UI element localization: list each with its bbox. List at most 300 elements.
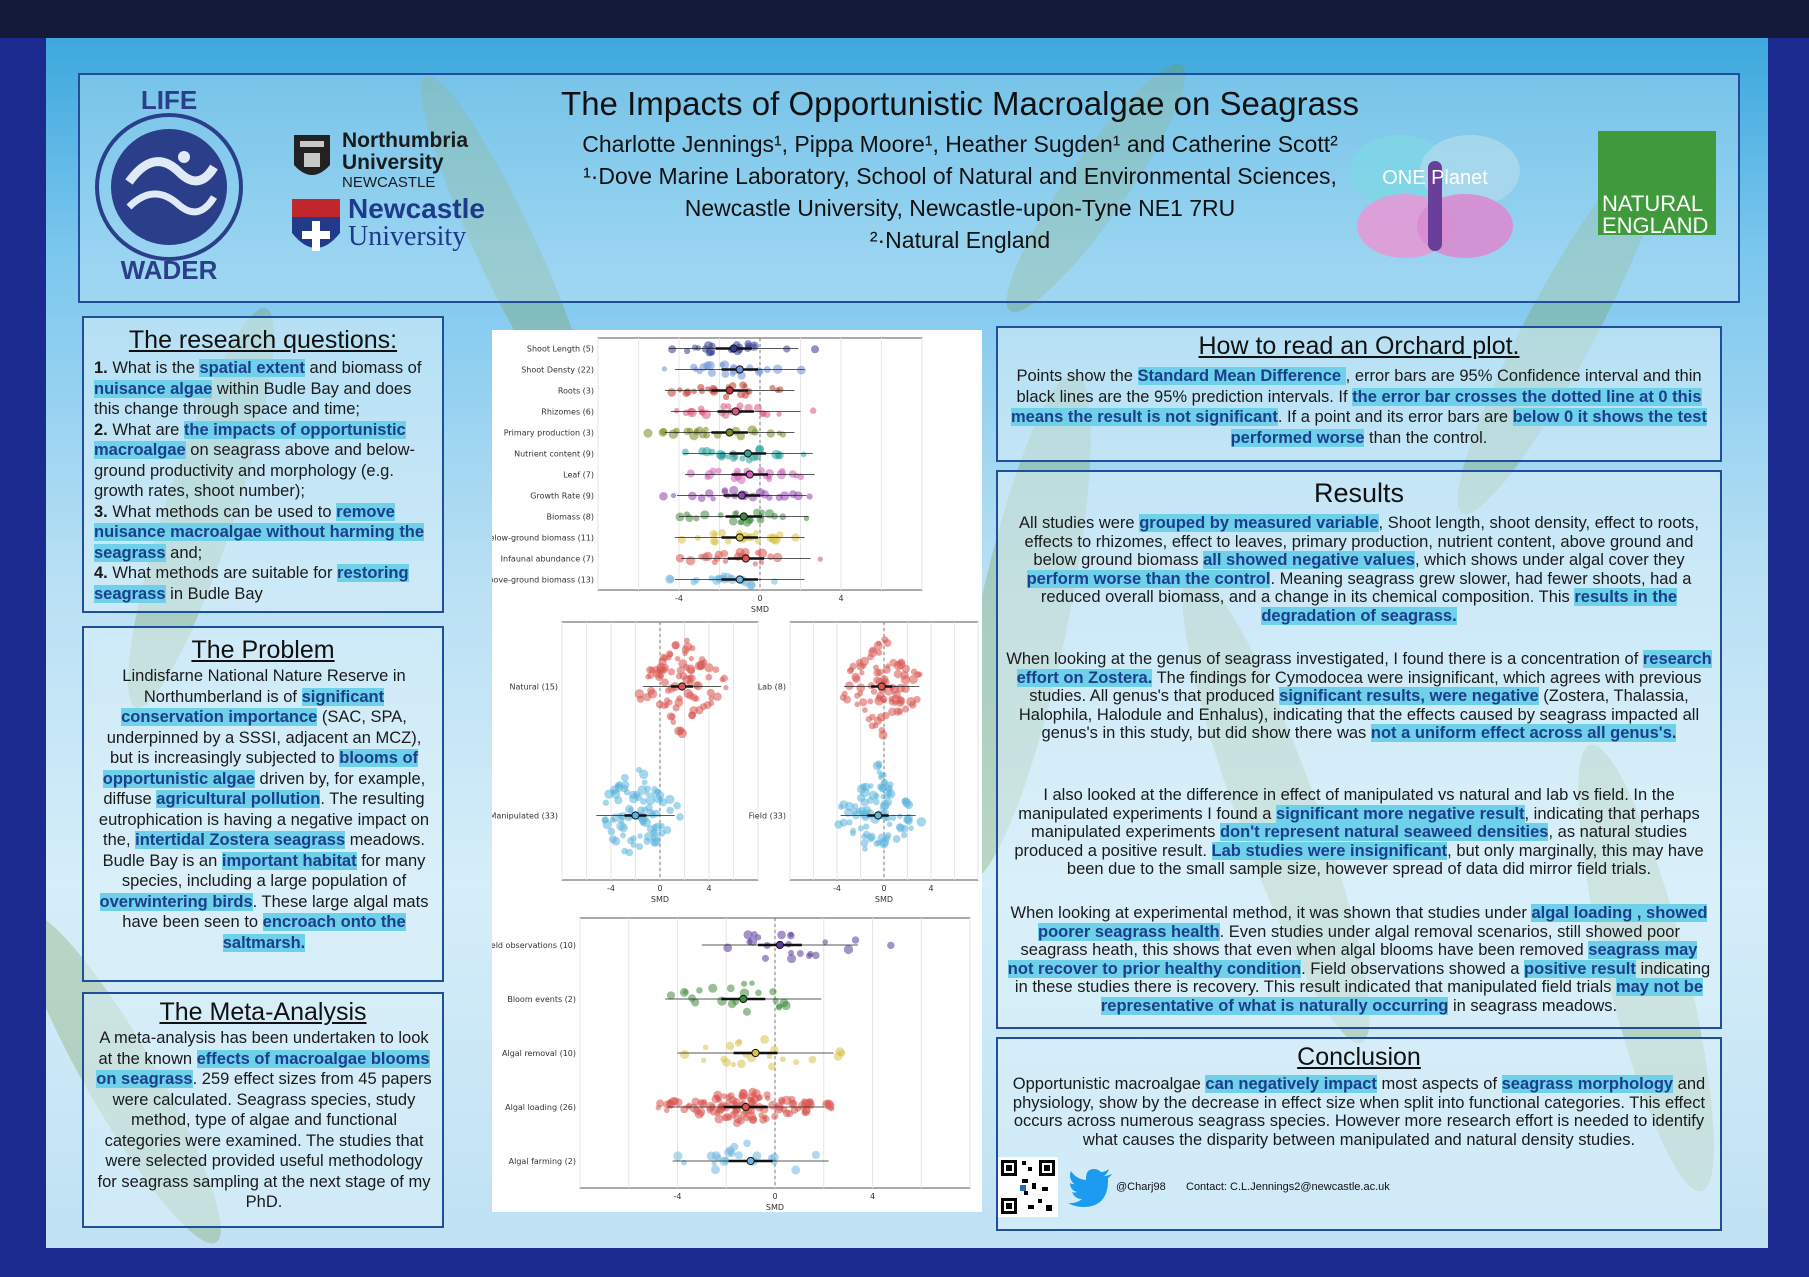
problem-text-span: meadows. Budle Bay is an bbox=[102, 831, 425, 870]
problem-text-span: Lindisfarne National Nature Reserve in Northumberland is of bbox=[122, 667, 406, 706]
natural-england-text-2: ENGLAND bbox=[1602, 213, 1709, 238]
data-point bbox=[812, 952, 819, 959]
data-point bbox=[693, 1107, 701, 1115]
data-point bbox=[718, 512, 724, 518]
data-point bbox=[789, 470, 797, 478]
data-point bbox=[715, 551, 723, 559]
wader-text: WADER bbox=[120, 255, 218, 285]
one-planet-text: ONE Planet bbox=[1382, 167, 1488, 189]
data-point bbox=[720, 360, 729, 369]
meta-analysis-panel bbox=[82, 992, 444, 1228]
data-point bbox=[887, 821, 893, 827]
data-point bbox=[806, 953, 812, 959]
meta-analysis-text bbox=[94, 1028, 434, 1213]
howto-text-span: Points show the bbox=[1016, 367, 1138, 385]
data-point bbox=[850, 828, 856, 834]
data-point bbox=[718, 529, 726, 537]
data-point bbox=[678, 536, 686, 544]
data-point bbox=[674, 727, 683, 736]
data-point bbox=[885, 832, 892, 839]
data-point bbox=[703, 427, 709, 433]
q1-text: and biomass of bbox=[304, 359, 422, 377]
data-point bbox=[902, 706, 909, 713]
data-point bbox=[726, 1042, 734, 1050]
point-estimate bbox=[726, 387, 733, 394]
data-point bbox=[869, 647, 876, 654]
data-point bbox=[739, 455, 745, 461]
data-point bbox=[753, 561, 758, 566]
data-point bbox=[636, 843, 643, 850]
data-point bbox=[668, 668, 675, 675]
data-point bbox=[877, 770, 882, 775]
problem-highlight: intertidal Zostera seagrass bbox=[135, 831, 346, 849]
data-point bbox=[716, 1107, 724, 1115]
category-label: Leaf (7) bbox=[563, 470, 594, 480]
data-point bbox=[727, 1092, 734, 1099]
data-point bbox=[908, 825, 914, 831]
data-point bbox=[748, 1088, 756, 1096]
data-point bbox=[673, 1151, 682, 1160]
data-point bbox=[818, 556, 823, 561]
data-point bbox=[771, 1113, 778, 1120]
data-point bbox=[759, 1116, 767, 1124]
life-text: LIFE bbox=[140, 87, 198, 115]
data-point bbox=[880, 802, 889, 811]
how-to-read-title: How to read an Orchard plot. bbox=[1198, 332, 1520, 360]
data-point bbox=[651, 828, 657, 834]
data-point bbox=[727, 985, 735, 993]
data-point bbox=[901, 832, 907, 838]
point-estimate bbox=[742, 1103, 749, 1110]
data-point bbox=[867, 698, 873, 704]
data-point bbox=[735, 1151, 743, 1159]
data-point bbox=[711, 1165, 720, 1174]
data-point bbox=[621, 774, 629, 782]
point-estimate bbox=[740, 995, 747, 1002]
poster-title: The Impacts of Opportunistic Macroalgae on Seagrass bbox=[561, 85, 1359, 122]
data-point bbox=[917, 672, 923, 678]
data-point bbox=[680, 1050, 689, 1059]
howto-highlight: the error bar crosses the dotted line at 0 this means the result is not significant bbox=[1011, 387, 1702, 426]
data-point bbox=[728, 1150, 735, 1157]
problem-text-span: driven by, for example, diffuse bbox=[103, 769, 426, 808]
data-point bbox=[822, 939, 828, 945]
data-point bbox=[739, 1093, 747, 1101]
data-point bbox=[844, 945, 853, 954]
data-point bbox=[687, 470, 695, 478]
data-point bbox=[609, 835, 617, 843]
data-point bbox=[769, 385, 775, 391]
data-point bbox=[651, 786, 657, 792]
results-highlight: positive result bbox=[1524, 959, 1636, 978]
x-tick-label: -4 bbox=[833, 884, 841, 893]
data-point bbox=[700, 510, 709, 519]
data-point bbox=[764, 1091, 771, 1098]
how-to-read-text bbox=[1006, 366, 1712, 448]
data-point bbox=[710, 530, 718, 538]
data-point bbox=[721, 675, 728, 682]
data-point bbox=[719, 451, 726, 458]
results-highlight: seagrass may not recover to prior healthy condition bbox=[1007, 941, 1698, 978]
conclusion-text-span: and physiology, show by the decrease in effect size when split into functional categories. This effect occurs across numerous seagrass species. However more research effort is needed to identify what causes the disparity between manipulated and natural density studies. bbox=[1012, 1075, 1706, 1149]
data-point bbox=[781, 1001, 790, 1010]
data-point bbox=[862, 846, 868, 852]
problem-highlight: overwintering birds bbox=[99, 892, 253, 911]
data-point bbox=[775, 1102, 784, 1111]
data-point bbox=[834, 1052, 843, 1061]
data-point bbox=[666, 807, 674, 815]
newcastle-name-1: Newcastle bbox=[348, 193, 485, 224]
x-tick-label: -4 bbox=[607, 884, 615, 893]
data-point bbox=[884, 792, 891, 799]
data-point bbox=[729, 486, 738, 495]
newcastle-crest-icon bbox=[290, 197, 342, 261]
data-point bbox=[848, 667, 854, 673]
data-point bbox=[897, 700, 904, 707]
data-point bbox=[810, 407, 817, 414]
data-point bbox=[643, 838, 650, 845]
data-point bbox=[642, 818, 651, 827]
data-point bbox=[900, 671, 908, 679]
data-point bbox=[603, 800, 609, 806]
contact-email[interactable]: Contact: C.L.Jennings2@newcastle.ac.uk bbox=[1186, 1181, 1390, 1193]
point-estimate bbox=[730, 345, 737, 352]
category-label: Manipulated (33) bbox=[492, 811, 558, 821]
poster-header bbox=[78, 73, 1740, 303]
results-text-span: . Even studies under algal removal scenarios, still showed poor seagrass heath, this shows that even when algal blooms have been removed bbox=[1020, 922, 1680, 959]
data-point bbox=[696, 987, 702, 993]
data-point bbox=[620, 832, 626, 838]
category-label: Roots (3) bbox=[557, 386, 594, 396]
conclusion-highlight: can negatively impact bbox=[1205, 1075, 1377, 1093]
data-point bbox=[884, 639, 892, 647]
data-point bbox=[767, 429, 775, 437]
data-point bbox=[708, 984, 717, 993]
twitter-handle[interactable]: @Charj98 bbox=[1116, 1181, 1166, 1193]
data-point bbox=[667, 712, 675, 720]
point-estimate bbox=[678, 683, 685, 690]
data-point bbox=[887, 942, 894, 949]
data-point bbox=[682, 651, 688, 657]
data-point bbox=[797, 950, 804, 957]
data-point bbox=[769, 535, 778, 544]
data-point bbox=[749, 1115, 758, 1124]
results-highlight: grouped by measured variable bbox=[1139, 514, 1379, 532]
category-label: Rhizomes (6) bbox=[541, 407, 594, 417]
data-point bbox=[737, 1059, 746, 1068]
data-point bbox=[693, 681, 701, 689]
problem-text-span: (SAC, SPA, underpinned by a SSSI, adjacent an MCZ), but is increasingly subjected to bbox=[106, 708, 422, 767]
northumbria-name-1: Northumbria bbox=[342, 129, 468, 152]
data-point bbox=[748, 517, 754, 523]
data-point bbox=[647, 687, 655, 695]
data-point bbox=[646, 796, 655, 805]
data-point bbox=[658, 829, 665, 836]
data-point bbox=[667, 652, 673, 658]
data-point bbox=[693, 696, 699, 702]
results-text-span: . Meaning seagrass grew slower, had fewer shoots, had a reduced overall biomass, and a change in its chemical composition. This bbox=[1040, 569, 1692, 606]
data-point bbox=[671, 641, 679, 649]
q1-highlight: spatial extent bbox=[199, 359, 305, 377]
meta-text-span: A meta-analysis has been undertaken to look at the known bbox=[98, 1029, 429, 1068]
data-point bbox=[684, 428, 691, 435]
data-point bbox=[737, 476, 745, 484]
data-point bbox=[840, 694, 847, 701]
data-point bbox=[732, 1098, 740, 1106]
conclusion-panel bbox=[996, 1037, 1722, 1231]
data-point bbox=[859, 698, 867, 706]
point-estimate bbox=[742, 555, 749, 562]
x-tick-label: 0 bbox=[772, 1192, 778, 1201]
x-tick-label: 4 bbox=[869, 1192, 876, 1201]
research-questions-title: The research questions: bbox=[128, 326, 398, 354]
northumbria-name-2: University bbox=[342, 151, 444, 174]
x-tick-label: 4 bbox=[706, 884, 712, 893]
data-point bbox=[669, 429, 679, 439]
data-point bbox=[735, 1040, 742, 1047]
category-label: Primary production (3) bbox=[503, 428, 594, 438]
data-point bbox=[802, 1109, 808, 1115]
data-point bbox=[644, 785, 651, 792]
meta-text-span: . 259 effect sizes from 45 papers were calculated. Seagrass species, study method, type of algae and functional categories were examined. The studies that were selected provided useful methodology for seagrass sampling at the next stage of my PhD. bbox=[97, 1070, 432, 1211]
data-point bbox=[658, 823, 664, 829]
x-tick-label: 0 bbox=[757, 594, 763, 603]
results-panel bbox=[996, 470, 1722, 1029]
data-point bbox=[873, 799, 880, 806]
x-tick-label: 0 bbox=[657, 884, 663, 893]
data-point bbox=[825, 1101, 834, 1110]
data-point bbox=[862, 707, 868, 713]
data-point bbox=[656, 1105, 662, 1111]
data-point bbox=[699, 363, 707, 371]
qr-code-icon[interactable] bbox=[998, 1157, 1058, 1217]
data-point bbox=[661, 678, 669, 686]
data-point bbox=[683, 409, 690, 416]
q3-highlight: remove nuisance macroalgae without harming the seagrass bbox=[94, 502, 425, 562]
data-point bbox=[689, 656, 694, 661]
twitter-bird-icon[interactable] bbox=[1068, 1169, 1114, 1207]
q1-number: 1. bbox=[94, 359, 108, 377]
results-text-span: , indicating that perhaps manipulated experiments bbox=[1031, 804, 1700, 841]
data-point bbox=[652, 810, 660, 818]
results-text-span: in seagrass meadows. bbox=[1448, 996, 1618, 1015]
data-point bbox=[713, 692, 722, 701]
q3-text: and; bbox=[165, 543, 203, 562]
data-point bbox=[806, 493, 812, 499]
data-point bbox=[676, 695, 682, 701]
data-point bbox=[645, 804, 652, 811]
data-point bbox=[642, 779, 648, 785]
data-point bbox=[751, 344, 756, 349]
results-highlight: results in the degradation of seagrass. bbox=[1261, 588, 1678, 625]
problem-title: The Problem bbox=[191, 636, 335, 664]
problem-text-span: . The resulting eutrophication is having a negative impact on the, bbox=[98, 790, 430, 849]
data-point bbox=[666, 1100, 675, 1109]
data-point bbox=[755, 989, 762, 996]
data-point bbox=[839, 800, 848, 809]
data-point bbox=[917, 817, 927, 827]
results-text-span: indicating in these studies there is recovery. This result indicated that manipulated field trials bbox=[1014, 959, 1711, 996]
results-highlight: research effort on Zostera. bbox=[1016, 650, 1712, 687]
results-text-span: All studies were bbox=[1019, 514, 1140, 532]
data-point bbox=[710, 537, 718, 545]
data-point bbox=[904, 817, 912, 825]
x-tick-label: 4 bbox=[928, 884, 934, 893]
point-estimate bbox=[746, 471, 753, 478]
data-point bbox=[760, 1035, 769, 1044]
data-point bbox=[787, 932, 795, 940]
data-point bbox=[729, 517, 738, 526]
q4-highlight: restoring seagrass bbox=[94, 564, 409, 603]
point-estimate bbox=[740, 513, 747, 520]
life-wader-logo bbox=[84, 87, 254, 287]
data-point bbox=[897, 814, 902, 819]
data-point bbox=[703, 552, 712, 561]
data-point bbox=[712, 559, 718, 565]
data-point bbox=[780, 491, 789, 500]
q4-text: What methods are suitable for bbox=[107, 564, 338, 582]
author-list: Charlotte Jennings¹, Pippa Moore¹, Heather Sugden¹ and Catherine Scott² bbox=[582, 131, 1338, 157]
data-point bbox=[626, 849, 634, 857]
data-point bbox=[610, 817, 616, 823]
category-label: Algal farming (2) bbox=[508, 1157, 576, 1166]
data-point bbox=[716, 1097, 722, 1103]
category-label: Field observations (10) bbox=[492, 941, 576, 950]
results-text-span: , but only marginally, this may have been due to the small sample size, however spread of data did mirror field trials. bbox=[1066, 841, 1704, 878]
conclusion-highlight: seagrass morphology bbox=[1501, 1075, 1674, 1093]
data-point bbox=[812, 1151, 820, 1159]
data-point bbox=[880, 696, 887, 703]
problem-text-span: . These large algal mats have been seen to bbox=[122, 892, 429, 931]
natural-england-text-1: NATURAL bbox=[1602, 191, 1704, 216]
data-point bbox=[691, 389, 697, 395]
research-questions-text bbox=[94, 358, 434, 604]
data-point bbox=[628, 807, 634, 813]
results-highlight: may not be representative of what is naturally occurring bbox=[1100, 978, 1704, 1015]
data-point bbox=[860, 657, 869, 666]
data-point bbox=[906, 697, 916, 707]
point-estimate bbox=[752, 1049, 759, 1056]
q3-number: 3. bbox=[94, 502, 108, 521]
data-point bbox=[701, 1058, 706, 1063]
data-point bbox=[788, 950, 794, 956]
point-estimate bbox=[736, 576, 743, 583]
q4-number: 4. bbox=[94, 564, 108, 582]
results-text-span: When looking at the genus of seagrass investigated, I found there is a concentration of bbox=[1006, 650, 1643, 668]
natural-england-logo bbox=[1598, 131, 1716, 238]
x-axis-label: SMD bbox=[750, 605, 770, 614]
results-highlight: Lab studies were insignificant bbox=[1211, 841, 1448, 860]
data-point bbox=[704, 701, 712, 709]
results-text-span: , as natural studies produced a positive result. bbox=[1014, 823, 1687, 860]
data-point bbox=[902, 799, 911, 808]
results-paragraph-3 bbox=[1006, 786, 1712, 879]
x-tick-label: 4 bbox=[838, 594, 844, 603]
data-point bbox=[703, 1045, 709, 1051]
data-point bbox=[688, 994, 696, 1002]
data-point bbox=[721, 370, 729, 378]
problem-panel bbox=[82, 626, 444, 982]
data-point bbox=[731, 1062, 736, 1067]
howto-text-span: . If a point and its error bars are bbox=[1277, 408, 1513, 426]
results-text-span: The findings for Cymodocea were insignificant, which agrees with previous studies. All genus's that produced bbox=[1029, 668, 1702, 705]
data-point bbox=[639, 770, 648, 779]
q1-text: What is the bbox=[107, 359, 200, 377]
data-point bbox=[676, 673, 682, 679]
data-point bbox=[758, 549, 768, 559]
data-point bbox=[611, 789, 620, 798]
data-point bbox=[660, 428, 667, 435]
results-text-span: (Zostera, Thalassia, Halophila, Halodule and Enhalus), indicating that the effects caused by seagrass impacted all genus's in this study, but did show there was bbox=[1018, 687, 1700, 742]
data-point bbox=[686, 664, 695, 673]
problem-highlight: encroach onto the saltmarsh. bbox=[222, 913, 406, 952]
data-point bbox=[723, 685, 728, 690]
data-point bbox=[811, 345, 819, 353]
point-estimate bbox=[744, 450, 751, 457]
data-point bbox=[780, 1056, 786, 1062]
data-point bbox=[879, 731, 888, 740]
data-point bbox=[877, 764, 882, 769]
point-estimate bbox=[875, 812, 882, 819]
data-point bbox=[716, 468, 722, 474]
data-point bbox=[749, 980, 754, 985]
data-point bbox=[682, 449, 689, 456]
results-text-span: When looking at experimental method, it was shown that studies under bbox=[1010, 904, 1532, 922]
data-point bbox=[845, 681, 854, 690]
data-point bbox=[896, 684, 905, 693]
data-point bbox=[743, 1140, 751, 1148]
data-point bbox=[759, 560, 764, 565]
data-point bbox=[667, 388, 676, 397]
results-paragraph-1 bbox=[1006, 514, 1712, 625]
data-point bbox=[705, 489, 714, 498]
category-label: Nutrient content (9) bbox=[514, 449, 594, 459]
results-paragraph-4 bbox=[1006, 904, 1712, 1015]
northumbria-crest-icon bbox=[290, 131, 334, 187]
q4-text: in Budle Bay bbox=[165, 584, 263, 603]
point-estimate bbox=[736, 534, 743, 541]
data-point bbox=[746, 939, 752, 945]
data-point bbox=[706, 674, 713, 681]
data-point bbox=[624, 789, 630, 795]
data-point bbox=[777, 430, 782, 435]
data-point bbox=[651, 837, 660, 846]
northumbria-name-3: NEWCASTLE bbox=[342, 174, 436, 191]
data-point bbox=[723, 394, 729, 400]
data-point bbox=[793, 1059, 799, 1065]
data-point bbox=[875, 840, 881, 846]
data-point bbox=[765, 509, 774, 518]
conclusion-text bbox=[1006, 1075, 1712, 1149]
category-label: Shoot Length (5) bbox=[526, 344, 594, 354]
q2-text: What are bbox=[107, 420, 184, 439]
category-label: Lab (8) bbox=[757, 682, 786, 692]
research-questions-panel bbox=[82, 316, 444, 613]
point-estimate bbox=[747, 1157, 754, 1164]
data-point bbox=[776, 411, 781, 416]
results-highlight: not a uniform effect across all genus's. bbox=[1370, 724, 1677, 742]
data-point bbox=[676, 813, 684, 821]
data-point bbox=[896, 824, 905, 833]
data-point bbox=[888, 708, 896, 716]
meta-highlight: effects of macroalgae blooms on seagrass bbox=[96, 1049, 430, 1088]
data-point bbox=[631, 842, 637, 848]
data-point bbox=[674, 1098, 682, 1106]
data-point bbox=[660, 666, 668, 674]
data-point bbox=[659, 492, 668, 501]
results-highlight: perform worse than the control bbox=[1026, 569, 1271, 588]
howto-highlight: Standard Mean Difference bbox=[1137, 367, 1346, 385]
